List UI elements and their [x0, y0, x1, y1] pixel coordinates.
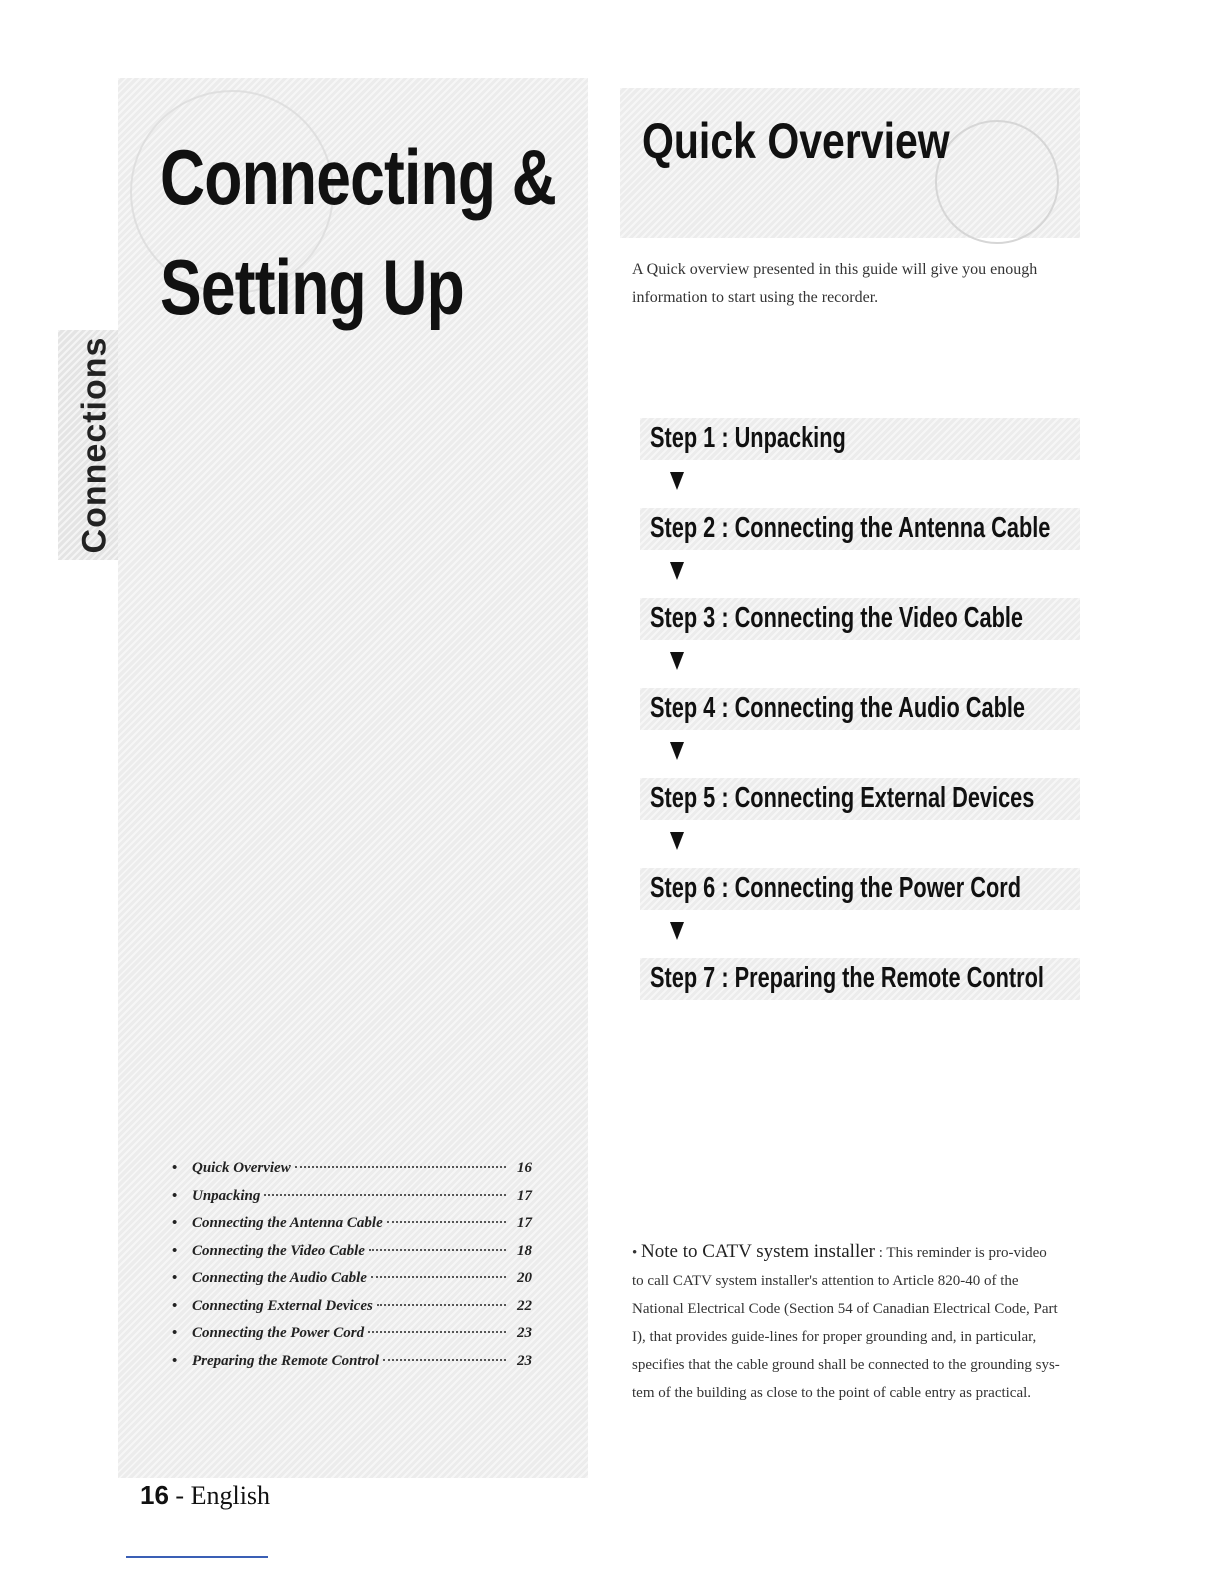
down-arrow-icon — [640, 550, 1080, 598]
bullet-icon: • — [172, 1270, 178, 1286]
step-label: Step 2 : Connecting the Antenna Cable — [650, 512, 1051, 544]
chapter-title-line2: Setting Up — [160, 243, 464, 331]
catv-note — [632, 1238, 1062, 1407]
toc-label: Unpacking — [192, 1187, 261, 1204]
note-title: Note to CATV system installer — [641, 1241, 875, 1262]
toc-item[interactable] — [172, 1353, 532, 1381]
bullet-icon: • — [172, 1215, 178, 1231]
toc-item[interactable] — [172, 1298, 532, 1326]
toc-page: 17 — [517, 1187, 532, 1204]
bullet-icon: • — [632, 1245, 642, 1261]
footer-rule — [126, 1556, 268, 1558]
step-box — [640, 418, 1080, 460]
quick-overview-intro: A Quick overview presented in this guide will give you enough information to start using the recorder. — [632, 261, 1038, 306]
step-label: Step 4 : Connecting the Audio Cable — [650, 692, 1025, 724]
side-tab-label: Connections — [75, 336, 114, 554]
step-label: Step 1 : Unpacking — [650, 422, 846, 454]
down-arrow-icon — [640, 730, 1080, 778]
step-label: Step 3 : Connecting the Video Cable — [650, 602, 1024, 634]
toc-page: 20 — [517, 1270, 532, 1286]
toc-leader-dots — [264, 1194, 506, 1196]
toc-label: Preparing the Remote Control — [192, 1352, 380, 1369]
toc-leader-dots — [387, 1221, 506, 1223]
down-arrow-icon — [640, 910, 1080, 958]
step-box — [640, 688, 1080, 730]
note-body: This reminder is pro-video to call CATV system installer's attention to Article 820-40 of the National Electrical Code (Section 54 of Canadian Electrical Code, Part I), that provides guide-lines for proper grounding and, in particular, specifies that the cable ground shall be connected to the grounding sys-tem of the building as close to the point of cable entry as practical. — [632, 1245, 1060, 1401]
toc-label: Connecting the Power Cord — [192, 1325, 365, 1341]
toc-item[interactable] — [172, 1270, 532, 1298]
toc-page: 23 — [517, 1325, 532, 1341]
down-arrow-icon — [640, 640, 1080, 688]
toc-page: 16 — [517, 1160, 532, 1176]
toc-page: 22 — [517, 1297, 532, 1314]
page-footer — [140, 1480, 270, 1511]
toc-leader-dots — [377, 1304, 506, 1306]
table-of-contents — [172, 1160, 532, 1380]
toc-label: Connecting the Video Cable — [192, 1242, 365, 1259]
step-label: Step 5 : Connecting External Devices — [650, 782, 1035, 814]
toc-leader-dots — [369, 1249, 506, 1251]
page-number: 16 — [140, 1480, 169, 1510]
steps-flow — [640, 418, 1080, 1000]
bullet-icon: • — [172, 1242, 178, 1259]
toc-page: 17 — [517, 1215, 532, 1231]
step-box — [640, 508, 1080, 550]
step-label: Step 6 : Connecting the Power Cord — [650, 872, 1021, 904]
bullet-icon: • — [172, 1325, 178, 1341]
toc-leader-dots — [371, 1276, 506, 1278]
toc-label: Connecting the Antenna Cable — [192, 1215, 383, 1231]
toc-page: 18 — [517, 1242, 532, 1259]
toc-leader-dots — [368, 1331, 506, 1333]
decorative-circle — [935, 120, 1059, 244]
step-box — [640, 958, 1080, 1000]
toc-page: 23 — [517, 1352, 532, 1369]
step-box — [640, 778, 1080, 820]
toc-item[interactable] — [172, 1215, 532, 1243]
toc-label: Quick Overview — [192, 1160, 291, 1176]
toc-item[interactable] — [172, 1188, 532, 1216]
bullet-icon: • — [172, 1352, 178, 1369]
bullet-icon: • — [172, 1160, 178, 1176]
toc-item[interactable] — [172, 1160, 532, 1188]
note-separator: : — [874, 1245, 887, 1261]
bullet-icon: • — [172, 1297, 178, 1314]
footer-language: English — [190, 1481, 271, 1510]
step-label: Step 7 : Preparing the Remote Control — [650, 962, 1044, 994]
bullet-icon: • — [172, 1187, 178, 1204]
toc-item[interactable] — [172, 1243, 532, 1271]
quick-overview-title: Quick Overview — [642, 113, 950, 169]
toc-item[interactable] — [172, 1325, 532, 1353]
toc-leader-dots — [295, 1166, 506, 1168]
down-arrow-icon — [640, 820, 1080, 868]
step-box — [640, 598, 1080, 640]
footer-separator: - — [168, 1481, 191, 1510]
toc-label: Connecting the Audio Cable — [192, 1270, 367, 1286]
down-arrow-icon — [640, 460, 1080, 508]
toc-label: Connecting External Devices — [192, 1297, 373, 1314]
toc-leader-dots — [383, 1359, 506, 1361]
chapter-title-line1: Connecting & — [160, 133, 556, 221]
step-box — [640, 868, 1080, 910]
